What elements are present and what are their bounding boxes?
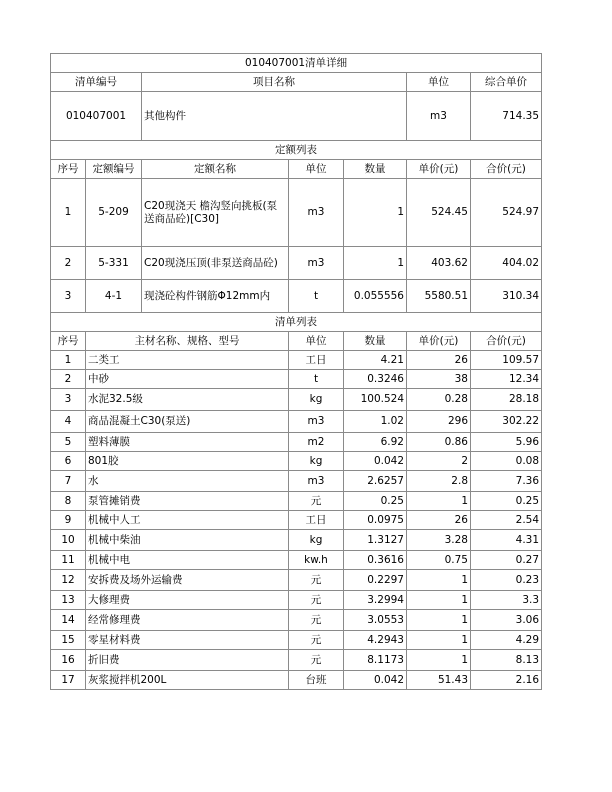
material-total: 28.18 — [471, 389, 542, 411]
material-row — [51, 492, 542, 511]
material-name: 机械中柴油 — [86, 530, 289, 551]
material-total: 2.16 — [471, 671, 542, 690]
material-total: 8.13 — [471, 650, 542, 671]
quota-name: C20现浇压顶(非泵送商品砼) — [142, 247, 289, 280]
material-name: 水泥32.5级 — [86, 389, 289, 411]
material-row — [51, 351, 542, 370]
material-qty: 6.92 — [344, 433, 407, 452]
material-name: 机械中人工 — [86, 511, 289, 530]
quota-total: 524.97 — [471, 179, 542, 247]
material-price: 2 — [407, 452, 471, 471]
material-price: 1 — [407, 650, 471, 671]
material-row — [51, 511, 542, 530]
material-qty: 1.3127 — [344, 530, 407, 551]
quota-col-unit: 单位 — [289, 160, 344, 179]
quota-col-code: 定额编号 — [86, 160, 142, 179]
quota-price: 524.45 — [407, 179, 471, 247]
quota-row — [51, 280, 542, 313]
material-row — [51, 570, 542, 591]
quota-price: 5580.51 — [407, 280, 471, 313]
material-no: 15 — [51, 631, 86, 650]
material-unit: 工日 — [289, 511, 344, 530]
materials-section-title: 清单列表 — [51, 313, 542, 332]
material-name: 商品混凝土C30(泵送) — [86, 411, 289, 433]
mat-col-unit: 单位 — [289, 332, 344, 351]
material-unit: kg — [289, 530, 344, 551]
material-price: 3.28 — [407, 530, 471, 551]
material-no: 13 — [51, 591, 86, 610]
material-name: 零星材料费 — [86, 631, 289, 650]
material-name: 经常修理费 — [86, 610, 289, 631]
material-unit: 元 — [289, 650, 344, 671]
quota-no: 2 — [51, 247, 86, 280]
quota-name: 现浇砼构件钢筋Φ12mm内 — [142, 280, 289, 313]
material-price: 1 — [407, 492, 471, 511]
material-qty: 0.25 — [344, 492, 407, 511]
material-unit: 元 — [289, 570, 344, 591]
material-no: 6 — [51, 452, 86, 471]
material-no: 14 — [51, 610, 86, 631]
header-code: 清单编号 — [51, 73, 142, 92]
material-no: 4 — [51, 411, 86, 433]
mat-col-price: 单价(元) — [407, 332, 471, 351]
material-row — [51, 591, 542, 610]
header-name: 项目名称 — [142, 73, 407, 92]
material-unit: m3 — [289, 411, 344, 433]
quota-col-price: 单价(元) — [407, 160, 471, 179]
material-qty: 0.3616 — [344, 551, 407, 570]
material-price: 2.8 — [407, 471, 471, 492]
material-qty: 2.6257 — [344, 471, 407, 492]
material-name: 折旧费 — [86, 650, 289, 671]
material-name: 中砂 — [86, 370, 289, 389]
material-no: 8 — [51, 492, 86, 511]
material-total: 109.57 — [471, 351, 542, 370]
material-qty: 0.042 — [344, 452, 407, 471]
mat-col-qty: 数量 — [344, 332, 407, 351]
material-unit: kg — [289, 452, 344, 471]
material-name: 泵管摊销费 — [86, 492, 289, 511]
material-unit: kw.h — [289, 551, 344, 570]
material-price: 0.75 — [407, 551, 471, 570]
material-unit: t — [289, 370, 344, 389]
quota-section-title: 定额列表 — [51, 141, 542, 160]
material-unit: kg — [289, 389, 344, 411]
bill-detail-table — [50, 53, 542, 690]
material-qty: 0.3246 — [344, 370, 407, 389]
quota-header-row — [51, 160, 542, 179]
material-row — [51, 631, 542, 650]
material-total: 3.06 — [471, 610, 542, 631]
quota-unit: m3 — [289, 247, 344, 280]
material-price: 1 — [407, 610, 471, 631]
material-name: 安拆费及场外运输费 — [86, 570, 289, 591]
material-row — [51, 433, 542, 452]
material-price: 51.43 — [407, 671, 471, 690]
quota-unit: t — [289, 280, 344, 313]
material-price: 296 — [407, 411, 471, 433]
material-no: 3 — [51, 389, 86, 411]
quota-row — [51, 179, 542, 247]
quota-qty: 1 — [344, 179, 407, 247]
material-unit: 工日 — [289, 351, 344, 370]
material-no: 10 — [51, 530, 86, 551]
quota-total: 310.34 — [471, 280, 542, 313]
material-price: 1 — [407, 591, 471, 610]
material-qty: 3.2994 — [344, 591, 407, 610]
material-total: 4.31 — [471, 530, 542, 551]
material-total: 302.22 — [471, 411, 542, 433]
mat-col-total: 合价(元) — [471, 332, 542, 351]
materials-header-row — [51, 332, 542, 351]
material-price: 1 — [407, 570, 471, 591]
quota-code: 4-1 — [86, 280, 142, 313]
header-unit: 单位 — [407, 73, 471, 92]
material-row — [51, 389, 542, 411]
material-total: 3.3 — [471, 591, 542, 610]
material-unit: 元 — [289, 610, 344, 631]
item-unit: m3 — [407, 92, 471, 141]
material-qty: 0.2297 — [344, 570, 407, 591]
material-no: 5 — [51, 433, 86, 452]
material-qty: 0.0975 — [344, 511, 407, 530]
material-row — [51, 471, 542, 492]
quota-no: 3 — [51, 280, 86, 313]
material-total: 4.29 — [471, 631, 542, 650]
material-total: 0.25 — [471, 492, 542, 511]
mat-col-name: 主材名称、规格、型号 — [86, 332, 289, 351]
material-price: 1 — [407, 631, 471, 650]
material-qty: 100.524 — [344, 389, 407, 411]
material-name: 大修理费 — [86, 591, 289, 610]
quota-row — [51, 247, 542, 280]
header-price: 综合单价 — [471, 73, 542, 92]
material-no: 2 — [51, 370, 86, 389]
material-qty: 4.2943 — [344, 631, 407, 650]
material-total: 2.54 — [471, 511, 542, 530]
material-total: 0.23 — [471, 570, 542, 591]
material-row — [51, 411, 542, 433]
material-qty: 3.0553 — [344, 610, 407, 631]
item-code: 010407001 — [51, 92, 142, 141]
material-qty: 0.042 — [344, 671, 407, 690]
material-total: 12.34 — [471, 370, 542, 389]
material-name: 灰浆搅拌机200L — [86, 671, 289, 690]
quota-code: 5-209 — [86, 179, 142, 247]
quota-total: 404.02 — [471, 247, 542, 280]
quota-qty: 0.055556 — [344, 280, 407, 313]
material-name: 塑料薄膜 — [86, 433, 289, 452]
quota-col-no: 序号 — [51, 160, 86, 179]
material-qty: 8.1173 — [344, 650, 407, 671]
material-price: 26 — [407, 511, 471, 530]
material-row — [51, 671, 542, 690]
material-row — [51, 370, 542, 389]
material-qty: 4.21 — [344, 351, 407, 370]
material-unit: m3 — [289, 471, 344, 492]
quota-name: C20现浇天 檐沟竖向挑板(泵送商品砼)[C30] — [142, 179, 289, 247]
material-no: 7 — [51, 471, 86, 492]
table-title: 010407001清单详细 — [51, 54, 542, 73]
material-name: 801胶 — [86, 452, 289, 471]
material-name: 机械中电 — [86, 551, 289, 570]
material-name: 水 — [86, 471, 289, 492]
material-row — [51, 551, 542, 570]
material-unit: m2 — [289, 433, 344, 452]
material-no: 12 — [51, 570, 86, 591]
quota-no: 1 — [51, 179, 86, 247]
material-total: 7.36 — [471, 471, 542, 492]
quota-col-total: 合价(元) — [471, 160, 542, 179]
material-row — [51, 530, 542, 551]
mat-col-no: 序号 — [51, 332, 86, 351]
material-price: 26 — [407, 351, 471, 370]
material-unit: 元 — [289, 591, 344, 610]
item-price: 714.35 — [471, 92, 542, 141]
material-no: 11 — [51, 551, 86, 570]
quota-unit: m3 — [289, 179, 344, 247]
material-qty: 1.02 — [344, 411, 407, 433]
material-row — [51, 610, 542, 631]
quota-code: 5-331 — [86, 247, 142, 280]
material-row — [51, 452, 542, 471]
quota-price: 403.62 — [407, 247, 471, 280]
material-price: 0.86 — [407, 433, 471, 452]
material-no: 17 — [51, 671, 86, 690]
material-unit: 元 — [289, 631, 344, 650]
material-row — [51, 650, 542, 671]
material-unit: 台班 — [289, 671, 344, 690]
material-name: 二类工 — [86, 351, 289, 370]
quota-col-qty: 数量 — [344, 160, 407, 179]
quota-qty: 1 — [344, 247, 407, 280]
material-unit: 元 — [289, 492, 344, 511]
material-price: 38 — [407, 370, 471, 389]
material-no: 16 — [51, 650, 86, 671]
material-no: 1 — [51, 351, 86, 370]
item-name: 其他构件 — [142, 92, 407, 141]
material-no: 9 — [51, 511, 86, 530]
material-total: 0.08 — [471, 452, 542, 471]
material-total: 5.96 — [471, 433, 542, 452]
material-price: 0.28 — [407, 389, 471, 411]
quota-col-name: 定额名称 — [142, 160, 289, 179]
material-total: 0.27 — [471, 551, 542, 570]
